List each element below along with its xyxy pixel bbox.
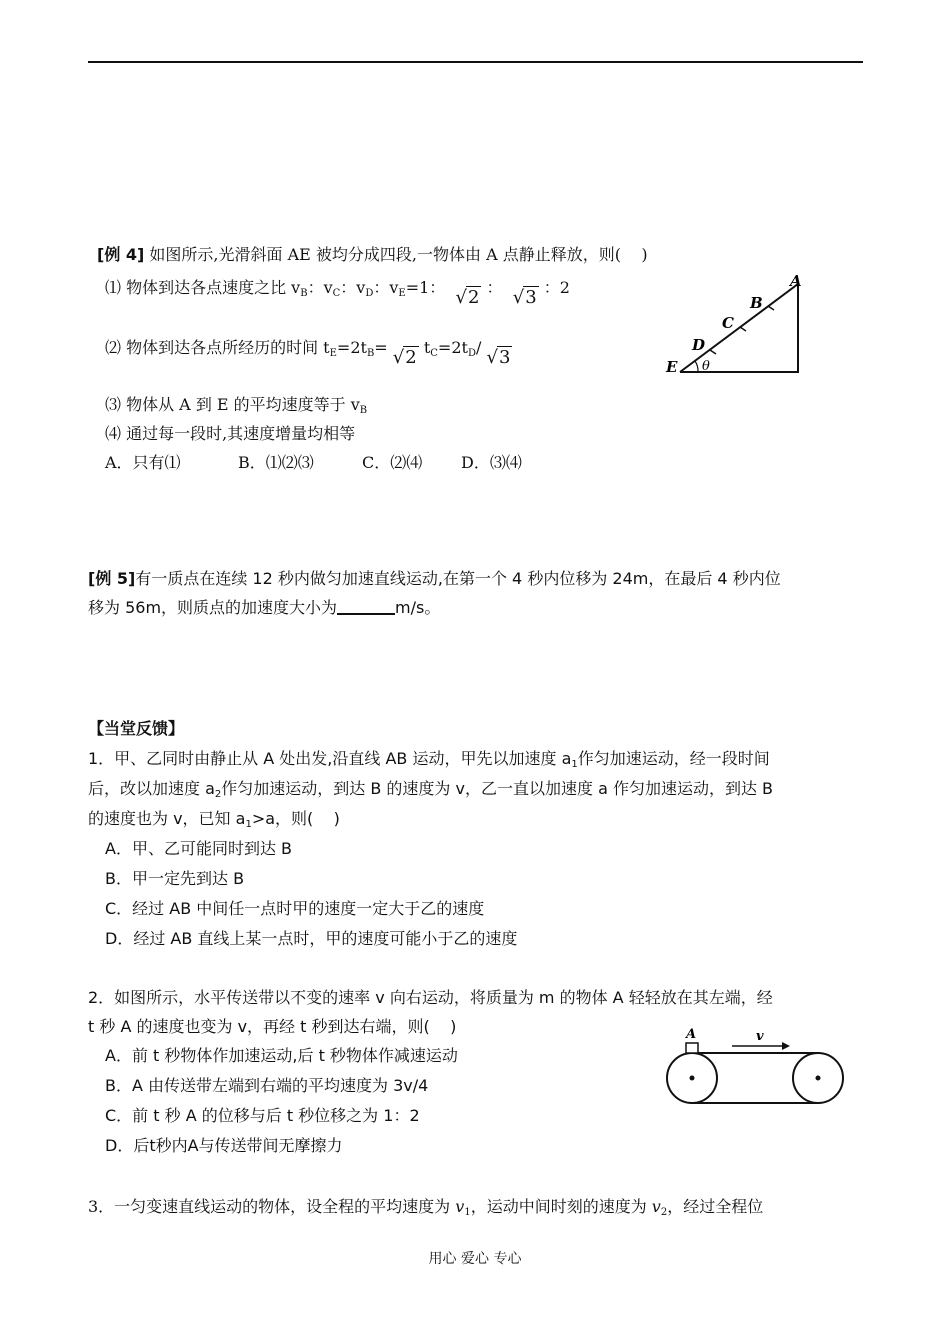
- q1-line1: 1．甲、乙同时由静止从 A 处出发,沿直线 AB 运动，甲先以加速度 $a_1$作匀加速运动，经一段时间: [88, 749, 770, 770]
- header-rule: [88, 61, 863, 63]
- example5-label: [例 5]: [88, 569, 136, 588]
- incline-triangle: [680, 284, 798, 372]
- q3-line1: 3．一匀变速直线运动的物体，设全程的平均速度为 $v_1$，运动中间时刻的速度为 $v_2$，经过全程位: [88, 1197, 764, 1218]
- q1-option-d: D．经过 AB 直线上某一点时，甲的速度可能小于乙的速度: [105, 929, 518, 948]
- q2-option-c: C．前 t 秒 A 的位移与后 t 秒位移之为 1：2: [105, 1106, 420, 1125]
- q2-option-a: A．前 t 秒物体作加速运动,后 t 秒物体作减速运动: [105, 1046, 458, 1065]
- example4-statement-1: ⑴ 物体到达各点速度之比 $v_B$：$v_C$：$v_D$：$v_E=1$： √2 ： √3 ：2: [105, 278, 570, 308]
- label-block-a: A: [686, 1027, 697, 1042]
- label-theta: θ: [702, 359, 710, 374]
- page-footer: 用心 爱心 专心: [428, 1251, 522, 1267]
- q2-option-b: B．A 由传送带左端到右端的平均速度为 3v/4: [105, 1076, 429, 1095]
- label-e: E: [666, 358, 678, 376]
- label-d: D: [692, 336, 706, 354]
- q1-line2: 后，改以加速度 $a_2$作匀加速运动，到达 B 的速度为 v，乙一直以加速度 a 作匀加速运动，到达 B: [88, 779, 774, 800]
- sqrt-3: √3: [512, 287, 537, 308]
- label-a: A: [790, 272, 802, 290]
- q1-option-c: C．经过 AB 中间任一点时甲的速度一定大于乙的速度: [105, 899, 485, 918]
- q1-option-a: A．甲、乙可能同时到达 B: [105, 839, 293, 858]
- example4-statement-4: ⑷ 通过每一段时,其速度增量均相等: [105, 424, 356, 443]
- example4-option-b: B．⑴⑵⑶: [238, 453, 314, 472]
- example4-stem: [例 4] 如图所示,光滑斜面 AE 被均分成四段,一物体由 A 点静止释放，则( ): [97, 245, 648, 264]
- sqrt-2: √2: [392, 347, 417, 368]
- q1-line3: 的速度也为 v，已知 $a_1>a$，则( ): [88, 809, 340, 830]
- example4-option-a: A．只有⑴: [105, 453, 181, 472]
- example4-statement-2: ⑵ 物体到达各点所经历的时间 $t_E=2t_B= √2$ $t_C=2t_D/$ √3: [105, 338, 511, 368]
- tick-b: [768, 306, 774, 310]
- example5-line2: 移为 56m，则质点的加速度大小为 m/s。: [88, 598, 441, 617]
- label-velocity: v: [756, 1029, 764, 1044]
- q2-option-d: D．后t秒内A与传送带间无摩擦力: [105, 1136, 343, 1155]
- left-pulley-axle: [690, 1076, 695, 1081]
- example4-option-c: C．⑵⑷: [362, 453, 423, 472]
- q2-line1: 2．如图所示，水平传送带以不变的速率 v 向右运动，将质量为 m 的物体 A 轻轻放在其左端，经: [88, 988, 773, 1007]
- answer-blank[interactable]: [337, 599, 395, 615]
- example4-label: [例 4]: [97, 245, 145, 264]
- right-pulley-axle: [816, 1076, 821, 1081]
- example5-line1: [例 5]有一质点在连续 12 秒内做匀加速直线运动,在第一个 4 秒内位移为 24m，在最后 4 秒内位: [88, 569, 781, 588]
- sqrt-2: √2: [455, 287, 480, 308]
- incline-diagram: [660, 270, 810, 380]
- tick-d: [710, 350, 716, 354]
- feedback-title: 【当堂反馈】: [88, 719, 185, 738]
- tick-c: [740, 327, 746, 331]
- theta-arc: [695, 361, 698, 372]
- conveyor-diagram: [660, 1026, 850, 1112]
- example4-statement-3: ⑶ 物体从 A 到 E 的平均速度等于 $v_B$: [105, 395, 368, 416]
- block-a: [686, 1043, 698, 1053]
- q1-option-b: B．甲一定先到达 B: [105, 869, 245, 888]
- q2-line2: t 秒 A 的速度也变为 v，再经 t 秒到达右端，则( ): [88, 1017, 457, 1036]
- example4-option-d: D．⑶⑷: [461, 453, 522, 472]
- label-b: B: [750, 294, 763, 312]
- sqrt-3: √3: [486, 347, 511, 368]
- label-c: C: [722, 314, 734, 332]
- arrowhead-icon: [782, 1042, 790, 1050]
